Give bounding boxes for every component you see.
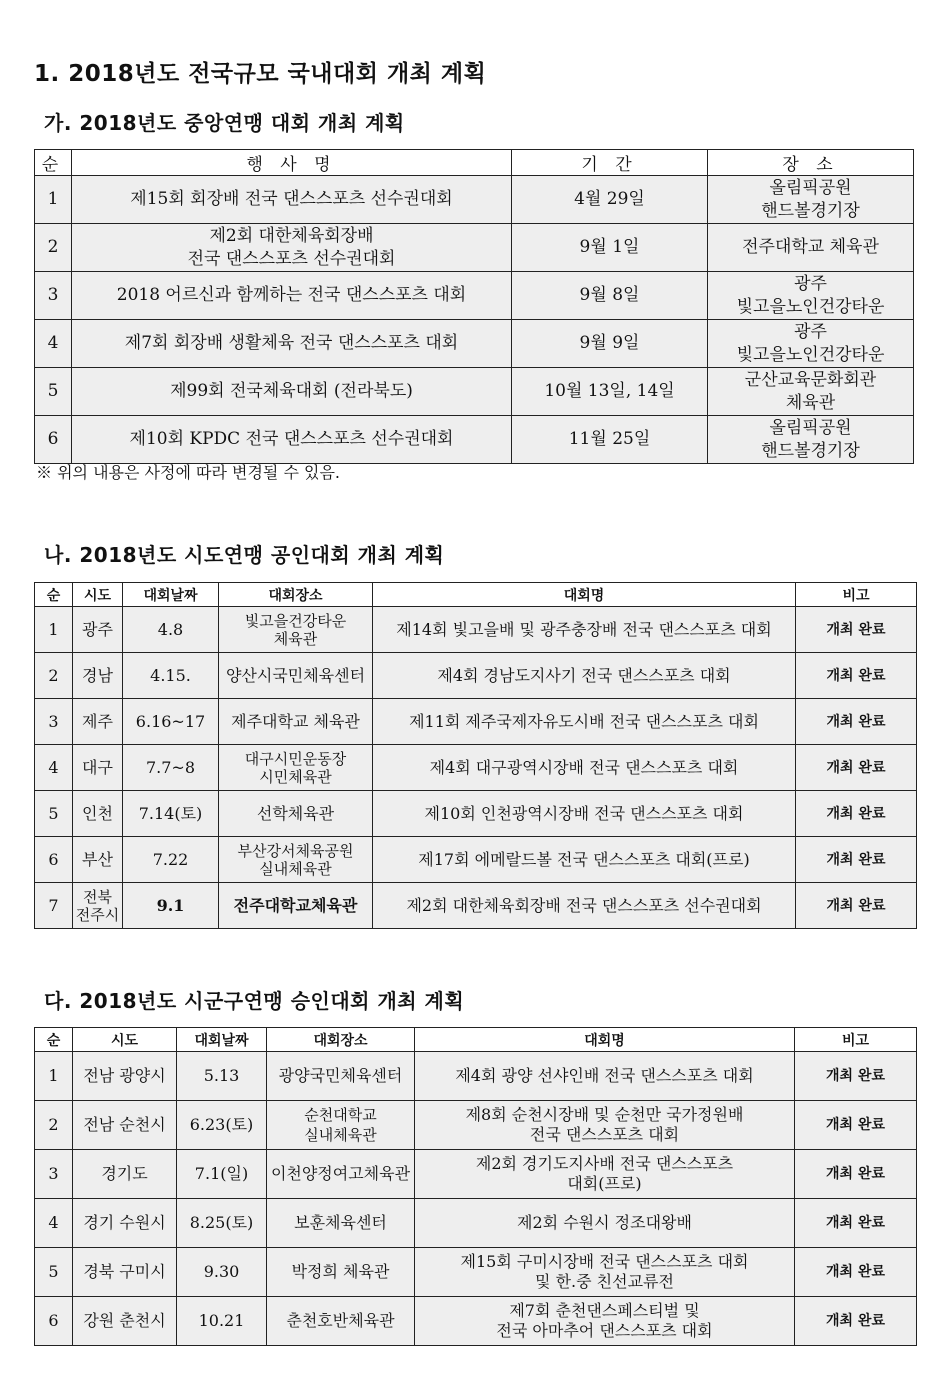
table-row	[35, 416, 914, 464]
event-date-text: 7.1(일)	[194, 1164, 249, 1183]
event-place-text: 광주	[794, 321, 827, 342]
venue-text: 시민체육관	[259, 767, 332, 786]
venue	[267, 1052, 415, 1101]
table-row	[35, 883, 917, 929]
table-row	[35, 607, 917, 653]
row-number	[35, 607, 73, 653]
event-period	[512, 272, 708, 320]
row-number	[35, 1248, 73, 1297]
row-number	[35, 1297, 73, 1346]
venue-text: 제주대학교 체육관	[231, 711, 360, 731]
city-text: 전남 순천시	[83, 1115, 166, 1134]
row-number-text: 1	[47, 189, 59, 209]
event-place	[708, 416, 914, 464]
table-row	[35, 837, 917, 883]
event-name	[72, 272, 512, 320]
event-name	[415, 1101, 795, 1150]
row-number-text: 4	[48, 757, 59, 777]
venue-text: 순천대학교	[304, 1106, 377, 1124]
event-name-text: 제11회 제주국제자유도시배 전국 댄스스포츠 대회	[409, 711, 759, 731]
city-text: 광주	[82, 619, 113, 639]
event-date	[123, 653, 219, 699]
table-row	[35, 1150, 917, 1199]
event-name-text: 제99회 전국체육대회 (전라북도)	[170, 381, 413, 401]
table-row	[35, 1101, 917, 1150]
status	[796, 883, 917, 929]
col-period-header: 기 간	[512, 150, 708, 176]
venue-text: 대구시민운동장	[244, 749, 347, 768]
row-number	[35, 883, 73, 929]
event-name	[373, 745, 796, 791]
event-period-text: 9월 1일	[579, 237, 640, 257]
row-number	[35, 224, 72, 272]
row-number-text: 6	[48, 849, 59, 869]
event-name-text: 2018 어르신과 함께하는 전국 댄스스포츠 대회	[116, 285, 467, 305]
venue-text: 전주대학교체육관	[233, 895, 358, 915]
venue-text: 실내체육관	[304, 1126, 377, 1144]
event-name-text: 제4회 광양 선샤인배 전국 댄스스포츠 대회	[455, 1066, 754, 1085]
col-venue-header: 대회장소	[219, 583, 373, 607]
row-number-text: 4	[48, 1213, 59, 1232]
change-notice: ※ 위의 내용은 사정에 따라 변경될 수 있음.	[36, 463, 340, 482]
event-name-text: 제17회 에메랄드볼 전국 댄스스포츠 대회(프로)	[418, 849, 750, 869]
municipal-federation-table	[34, 1027, 917, 1346]
event-place-text: 군산교육문화회관	[744, 369, 877, 390]
row-number-text: 2	[48, 665, 59, 685]
event-name	[373, 607, 796, 653]
event-period	[512, 416, 708, 464]
col-date-header: 대회날짜	[177, 1028, 267, 1052]
row-number-text: 7	[48, 895, 59, 915]
section-c-heading: 다. 2018년도 시군구연맹 승인대회 개최 계획	[44, 989, 465, 1013]
event-name-text: 제2회 대한체육회장배	[209, 225, 374, 246]
city	[73, 1248, 177, 1297]
event-name-text: 전국 아마추어 댄스스포츠 대회	[496, 1321, 713, 1340]
event-period	[512, 176, 708, 224]
venue	[219, 791, 373, 837]
status	[795, 1248, 917, 1297]
venue	[219, 883, 373, 929]
event-place-text: 빛고을노인건강타운	[736, 344, 885, 365]
row-number	[35, 791, 73, 837]
section-a-heading: 가. 2018년도 중앙연맹 대회 개최 계획	[44, 111, 405, 135]
status-text: 개최 완료	[826, 759, 886, 776]
event-name-text: 제2회 경기도지사배 전국 댄스스포츠	[475, 1154, 734, 1173]
city	[73, 837, 123, 883]
status-text: 개최 완료	[826, 805, 886, 822]
event-name	[415, 1150, 795, 1199]
row-number-text: 5	[48, 803, 59, 823]
city	[73, 653, 123, 699]
city	[73, 1052, 177, 1101]
event-date	[177, 1052, 267, 1101]
event-name-text: 제7회 회장배 생활체육 전국 댄스스포츠 대회	[124, 333, 459, 353]
row-number	[35, 320, 72, 368]
city-text: 대구	[82, 757, 113, 777]
event-date	[123, 699, 219, 745]
event-place-text: 빛고을노인건강타운	[736, 296, 885, 317]
section-b-heading: 나. 2018년도 시도연맹 공인대회 개최 계획	[44, 543, 445, 567]
row-number	[35, 272, 72, 320]
venue	[219, 607, 373, 653]
row-number	[35, 699, 73, 745]
col-no-header: 순	[35, 150, 72, 176]
status-text: 개최 완료	[826, 1264, 885, 1280]
event-period	[512, 368, 708, 416]
table-row	[35, 1052, 917, 1101]
event-place-text: 핸드볼경기장	[761, 440, 860, 461]
venue-text: 빛고을건강타운	[244, 611, 347, 630]
col-name-header: 대회명	[373, 583, 796, 607]
event-period-text: 4월 29일	[574, 189, 645, 209]
city-text: 제주	[82, 711, 113, 731]
venue	[267, 1101, 415, 1150]
city	[73, 699, 123, 745]
venue-text: 춘천호반체육관	[286, 1311, 395, 1330]
event-name	[415, 1248, 795, 1297]
event-name-text: 제2회 대한체육회장배 전국 댄스스포츠 선수권대회	[406, 895, 762, 915]
status	[796, 699, 917, 745]
city	[73, 745, 123, 791]
event-name-text: 제15회 회장배 전국 댄스스포츠 선수권대회	[130, 189, 453, 209]
event-date	[123, 837, 219, 883]
venue-text: 실내체육관	[259, 859, 332, 878]
status-text: 개최 완료	[826, 897, 886, 914]
city	[73, 1150, 177, 1199]
table-row	[35, 272, 914, 320]
event-name	[373, 653, 796, 699]
venue	[219, 745, 373, 791]
event-date-text: 4.15.	[150, 665, 191, 685]
row-number-text: 6	[48, 1311, 59, 1330]
event-date-text: 7.7~8	[145, 757, 196, 777]
event-date-text: 7.22	[152, 849, 189, 869]
row-number	[35, 416, 72, 464]
city-text: 인천	[82, 803, 113, 823]
status-text: 개최 완료	[826, 1215, 885, 1231]
event-name	[72, 176, 512, 224]
event-name-text: 제15회 구미시장배 전국 댄스스포츠 대회	[460, 1252, 749, 1271]
city-text: 경북 구미시	[83, 1262, 166, 1281]
status	[796, 653, 917, 699]
row-number-text: 5	[48, 1262, 59, 1281]
table-row	[35, 176, 914, 224]
event-period-text: 11월 25일	[568, 429, 651, 449]
event-date	[123, 791, 219, 837]
row-number-text: 1	[48, 619, 59, 639]
row-number-text: 3	[47, 285, 59, 305]
event-date-text: 6.16~17	[135, 711, 206, 731]
event-name-text: 전국 댄스스포츠 대회	[529, 1125, 680, 1144]
venue	[267, 1297, 415, 1346]
status-text: 개최 완료	[826, 713, 886, 730]
event-name-text: 제14회 빛고을배 및 광주충장배 전국 댄스스포츠 대회	[396, 619, 772, 639]
city	[73, 791, 123, 837]
venue-text: 양산시국민체육센터	[225, 665, 366, 685]
event-name-text: 제10회 KPDC 전국 댄스스포츠 선수권대회	[129, 429, 454, 449]
col-no-header: 순	[35, 583, 73, 607]
event-period	[512, 224, 708, 272]
status-text: 개최 완료	[826, 1166, 885, 1182]
table-row	[35, 791, 917, 837]
status-text: 개최 완료	[826, 851, 886, 868]
event-name-text: 제4회 대구광역시장배 전국 댄스스포츠 대회	[429, 757, 739, 777]
event-name-text: 전국 댄스스포츠 선수권대회	[187, 248, 396, 269]
venue-text: 보훈체육센터	[294, 1213, 387, 1232]
row-number-text: 3	[48, 711, 59, 731]
col-place-header: 장 소	[708, 150, 914, 176]
event-place	[708, 368, 914, 416]
city-text: 경남	[82, 665, 113, 685]
venue	[219, 653, 373, 699]
city-text: 경기도	[101, 1164, 148, 1183]
status	[796, 837, 917, 883]
col-city-header: 시도	[73, 1028, 177, 1052]
event-name	[415, 1297, 795, 1346]
col-city-header: 시도	[73, 583, 123, 607]
table-row	[35, 699, 917, 745]
status	[795, 1101, 917, 1150]
status	[795, 1052, 917, 1101]
event-name-text: 제4회 경남도지사기 전국 댄스스포츠 대회	[437, 665, 731, 685]
venue-text: 선학체육관	[256, 803, 335, 823]
col-no-header: 순	[35, 1028, 73, 1052]
event-name	[415, 1052, 795, 1101]
event-date	[177, 1101, 267, 1150]
event-place-text: 체육관	[785, 392, 836, 413]
event-place-text: 올림픽공원	[769, 417, 852, 438]
row-number	[35, 745, 73, 791]
col-note-header: 비고	[796, 583, 917, 607]
row-number	[35, 837, 73, 883]
status	[796, 791, 917, 837]
city-text: 전주시	[75, 905, 120, 924]
event-place-text: 핸드볼경기장	[761, 200, 860, 221]
venue-text: 체육관	[273, 629, 318, 648]
venue	[219, 699, 373, 745]
central-federation-table	[34, 149, 914, 464]
status	[795, 1199, 917, 1248]
event-period-text: 9월 8일	[579, 285, 640, 305]
status-text: 개최 완료	[826, 1313, 885, 1329]
city-text: 부산	[82, 849, 113, 869]
city	[73, 1297, 177, 1346]
event-place	[708, 176, 914, 224]
status-text: 개최 완료	[826, 667, 886, 684]
table-row	[35, 224, 914, 272]
city-text: 경기 수원시	[83, 1213, 166, 1232]
event-date-text: 5.13	[203, 1066, 240, 1085]
event-date-text: 7.14(토)	[138, 803, 203, 823]
col-venue-header: 대회장소	[267, 1028, 415, 1052]
event-date-text: 6.23(토)	[189, 1115, 254, 1134]
row-number-text: 2	[47, 237, 59, 257]
event-date	[123, 745, 219, 791]
event-period	[512, 320, 708, 368]
table-header-row	[35, 1028, 917, 1052]
event-name	[373, 791, 796, 837]
event-name	[72, 224, 512, 272]
city	[73, 883, 123, 929]
event-date	[177, 1199, 267, 1248]
row-number	[35, 1101, 73, 1150]
row-number	[35, 1150, 73, 1199]
row-number-text: 6	[47, 429, 59, 449]
table-row	[35, 1199, 917, 1248]
venue-text: 박정희 체육관	[291, 1262, 390, 1281]
event-date-text: 9.1	[156, 895, 185, 915]
status	[796, 607, 917, 653]
event-date-text: 4.8	[157, 619, 184, 639]
venue-text: 부산강서체육공원	[237, 841, 354, 860]
table-row	[35, 745, 917, 791]
row-number-text: 5	[47, 381, 59, 401]
event-place	[708, 320, 914, 368]
event-name	[373, 699, 796, 745]
status	[795, 1150, 917, 1199]
event-date	[123, 607, 219, 653]
event-period-text: 10월 13일, 14일	[544, 381, 675, 401]
provincial-federation-table	[34, 582, 917, 929]
row-number-text: 3	[48, 1164, 59, 1183]
event-name-text: 대회(프로)	[567, 1174, 642, 1193]
event-period-text: 9월 9일	[579, 333, 640, 353]
event-name-text: 및 한.중 친선교류전	[535, 1272, 674, 1291]
city-text: 전북	[83, 887, 112, 906]
status-text: 개최 완료	[826, 621, 886, 638]
venue	[267, 1199, 415, 1248]
event-place	[708, 224, 914, 272]
col-name-header: 대회명	[415, 1028, 795, 1052]
col-date-header: 대회날짜	[123, 583, 219, 607]
row-number	[35, 1052, 73, 1101]
event-name-text: 제7회 춘천댄스페스티벌 및	[509, 1301, 700, 1320]
status-text: 개최 완료	[826, 1117, 885, 1133]
event-date-text: 10.21	[198, 1311, 245, 1330]
event-name	[373, 883, 796, 929]
table-row	[35, 1248, 917, 1297]
table-header-row	[35, 583, 917, 607]
event-name	[373, 837, 796, 883]
event-place-text: 올림픽공원	[769, 177, 852, 198]
event-place	[708, 272, 914, 320]
venue	[267, 1150, 415, 1199]
event-date-text: 9.30	[203, 1262, 240, 1281]
venue	[267, 1248, 415, 1297]
table-row	[35, 320, 914, 368]
status-text: 개최 완료	[826, 1068, 885, 1084]
event-name-text: 제10회 인천광역시장배 전국 댄스스포츠 대회	[424, 803, 744, 823]
venue-text: 광양국민체육센터	[278, 1066, 403, 1085]
table-header-row	[35, 150, 914, 176]
col-event-header: 행 사 명	[72, 150, 512, 176]
city-text: 전남 광양시	[83, 1066, 166, 1085]
row-number-text: 4	[47, 333, 59, 353]
city-text: 강원 춘천시	[83, 1311, 166, 1330]
row-number	[35, 653, 73, 699]
row-number-text: 2	[48, 1115, 59, 1134]
table-row	[35, 1297, 917, 1346]
event-name-text: 제2회 수원시 정조대왕배	[517, 1213, 692, 1232]
event-name	[72, 416, 512, 464]
city	[73, 607, 123, 653]
city	[73, 1199, 177, 1248]
event-date	[123, 883, 219, 929]
table-row	[35, 653, 917, 699]
status	[795, 1297, 917, 1346]
table-row	[35, 368, 914, 416]
event-name-text: 제8회 순천시장배 및 순천만 국가정원배	[465, 1105, 744, 1124]
event-name	[72, 320, 512, 368]
event-date	[177, 1150, 267, 1199]
page-title: 1. 2018년도 전국규모 국내대회 개최 계획	[34, 61, 487, 87]
event-place-text: 광주	[794, 273, 827, 294]
event-date-text: 8.25(토)	[189, 1213, 254, 1232]
event-name	[415, 1199, 795, 1248]
row-number	[35, 176, 72, 224]
city	[73, 1101, 177, 1150]
row-number-text: 1	[48, 1066, 59, 1085]
event-place-text: 전주대학교 체육관	[742, 237, 879, 257]
event-date	[177, 1297, 267, 1346]
event-name	[72, 368, 512, 416]
venue	[219, 837, 373, 883]
event-date	[177, 1248, 267, 1297]
col-note-header: 비고	[795, 1028, 917, 1052]
row-number	[35, 1199, 73, 1248]
status	[796, 745, 917, 791]
row-number	[35, 368, 72, 416]
venue-text: 이천양정여고체육관	[270, 1164, 411, 1183]
